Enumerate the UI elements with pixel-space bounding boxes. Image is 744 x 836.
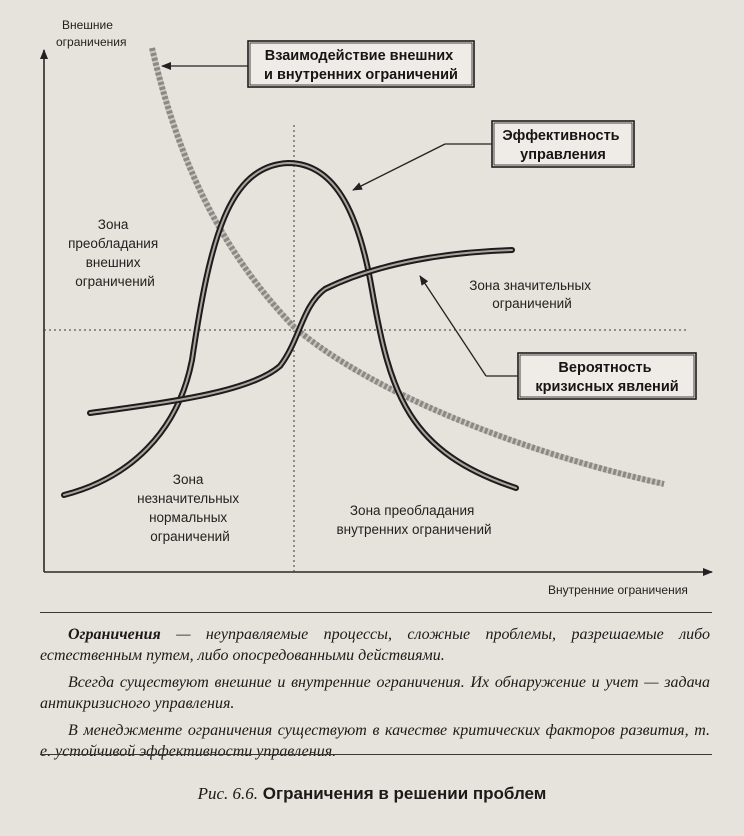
x-axis-label: Внутренние ограничения	[548, 583, 688, 597]
crisis-callout	[420, 276, 696, 399]
caption-top-rule	[40, 612, 712, 613]
caption-term: Ограничения	[68, 626, 161, 643]
caption-paragraph-1	[40, 624, 710, 666]
efficiency-curve	[64, 163, 516, 495]
interaction-curve	[152, 48, 664, 484]
figure-name: Ограничения в решении проблем	[262, 784, 547, 803]
caption-block	[40, 624, 710, 768]
caption-definition: — неуправляемые процессы, сложные проблемы, разрешаемые либо естественным путем, либо опосредованными действиями.	[40, 626, 710, 664]
y-axis-label: Внешние ограничения	[56, 18, 127, 49]
interaction-callout	[162, 41, 474, 87]
figure-number: Рис. 6.6.	[197, 784, 259, 803]
caption-paragraph-3: В менеджменте ограничения существуют в качестве критических факторов развития, т. е. устойчивой эффективности управления.	[40, 722, 710, 760]
svg-text:Эффективность управления: Эффективность управления	[502, 128, 620, 163]
svg-text:Взаимодействие внешних и: Взаимодействие внешних и внутренних ограничений	[264, 48, 458, 83]
zone-external-label: Зона преобладания внешних ограничений	[68, 217, 159, 289]
efficiency-callout	[353, 121, 634, 190]
zone-internal-label: Зона преобладания внутренних ограничений	[336, 503, 492, 537]
caption-paragraph-2: Всегда существуют внешние и внутренние ограничения. Их обнаружение и учет — задача антикризисного управления.	[40, 674, 710, 712]
svg-text:Вероятность кризисных яв: Вероятность кризисных явлений	[535, 360, 679, 395]
figure-title	[0, 784, 744, 804]
zone-insignificant-label: Зона незначительных нормальных ограничений	[137, 472, 240, 544]
caption-bottom-rule	[40, 754, 712, 755]
zone-significant-label: Зона значительных ограничений	[469, 278, 591, 311]
